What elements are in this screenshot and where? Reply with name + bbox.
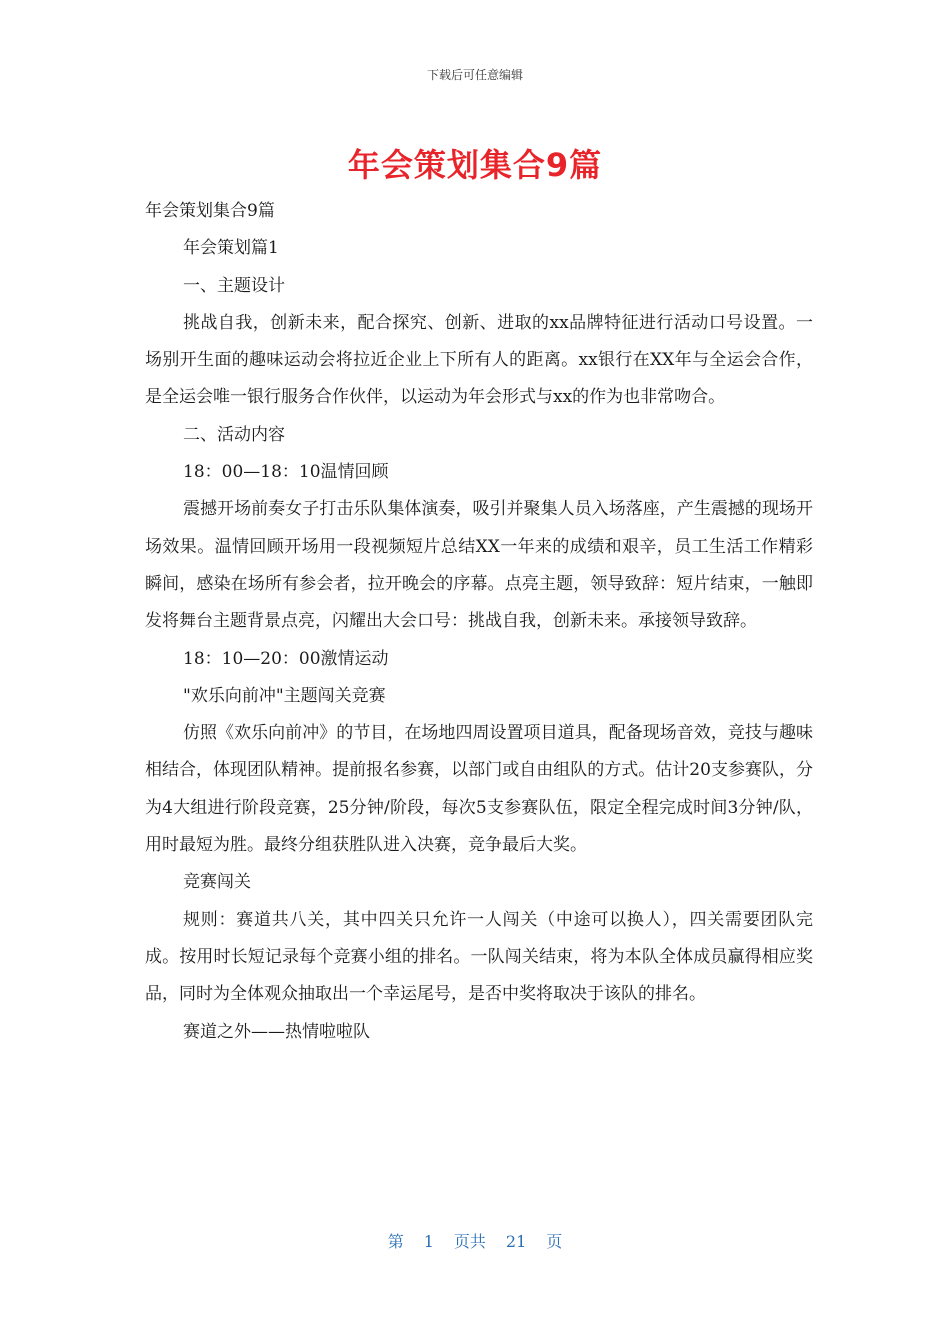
- paragraph: 竞赛闯关: [183, 872, 251, 893]
- document-title: 年会策划集合9篇: [347, 146, 603, 184]
- document-body: [145, 193, 813, 1051]
- paragraph: 仿照《欢乐向前冲》的节目，在场地四周设置项目道具，配备现场音效，竞技与趣味相结合，体现团队精神。提前报名参赛，以部门或自由组队的方式。估计20支参赛队，分为4大组进行阶段竞赛，25分钟/阶段，每次5支参赛队伍，限定全程完成时间3分钟/队，用时最短为胜。最终分组获胜队进入决赛，竞争最后大奖。: [145, 723, 813, 856]
- paragraph: 年会策划集合9篇: [145, 201, 275, 221]
- footer-label-end: 页: [546, 1232, 563, 1251]
- paragraph: 规则：赛道共八关，其中四关只允许一人闯关（中途可以换人），四关需要团队完成。按用时长短记录每个竞赛小组的排名。一队闯关结束，将为本队全体成员赢得相应奖品，同时为全体观众抽取出一个幸运尾号，是否中奖将取决于该队的排名。: [145, 909, 813, 1005]
- header-note: 下载后可任意编辑: [426, 68, 523, 82]
- footer-total-pages: 21: [505, 1232, 527, 1251]
- paragraph: 年会策划篇1: [183, 238, 279, 259]
- page-footer: [0, 1229, 950, 1252]
- footer-label-page: 第: [387, 1232, 404, 1251]
- footer-label-total: 页共: [453, 1232, 486, 1251]
- paragraph: 一、主题设计: [183, 275, 285, 296]
- paragraph: 挑战自我，创新未来，配合探究、创新、进取的xx品牌特征进行活动口号设置。一场别开生面的趣味运动会将拉近企业上下所有人的距离。xx银行在XX年与全运会合作，是全运会唯一银行服务合作伙伴，以运动为年会形式与xx的作为也非常吻合。: [145, 312, 813, 408]
- paragraph: 震撼开场前奏女子打击乐队集体演奏，吸引并聚集人员入场落座，产生震撼的现场开场效果。温情回顾开场用一段视频短片总结XX一年来的成绩和艰辛，员工生活工作精彩瞬间，感染在场所有参会者，拉开晚会的序幕。点亮主题，领导致辞：短片结束，一触即发将舞台主题背景点亮，闪耀出大会口号：挑战自我，创新未来。承接领导致辞。: [145, 499, 813, 632]
- paragraph: 18：00—18：10温情回顾: [183, 462, 389, 483]
- paragraph: 赛道之外——热情啦啦队: [183, 1021, 370, 1042]
- paragraph: "欢乐向前冲"主题闯关竞赛: [183, 685, 386, 706]
- paragraph: 二、活动内容: [183, 424, 285, 445]
- footer-current-page: 1: [423, 1232, 434, 1251]
- paragraph: 18：10—20：00激情运动: [183, 648, 389, 669]
